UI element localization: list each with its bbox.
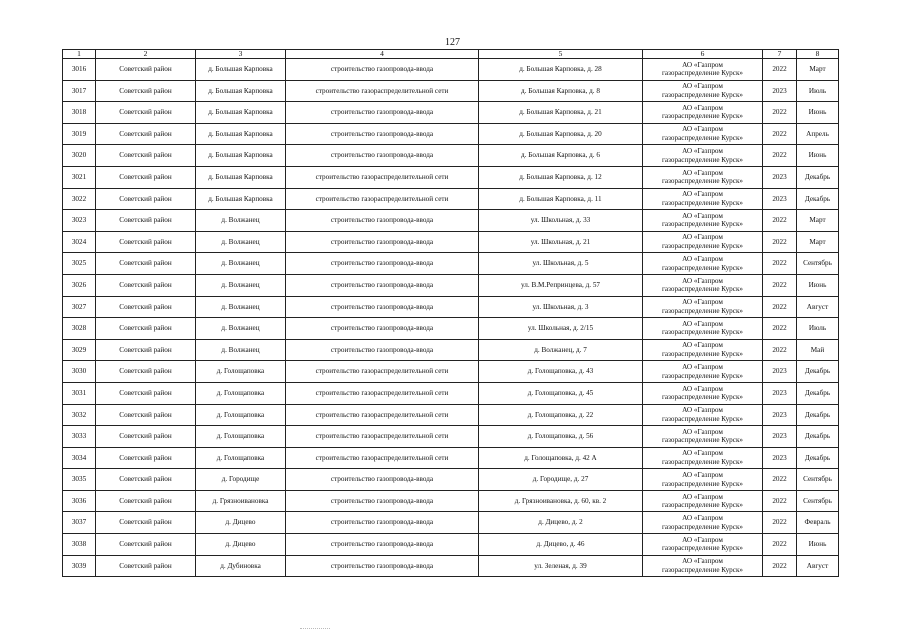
scan-artifact [300,628,330,629]
row-number: 3032 [63,404,96,426]
column-header: 4 [286,50,479,59]
address-cell: д. Большая Карповка, д. 20 [479,123,643,145]
month-cell: Декабрь [797,426,839,448]
organization-line2: газораспределение Курск» [661,220,744,229]
row-number: 3028 [63,318,96,340]
address-cell: д. Голощаповка, д. 43 [479,361,643,383]
work-type-cell: строительство газопровода-ввода [286,339,479,361]
organization-line1: АО «Газпром [682,557,723,566]
organization-line2: газораспределение Курск» [661,436,744,445]
organization-cell [643,102,763,124]
district-cell: Советский район [96,123,196,145]
organization-line2: газораспределение Курск» [661,198,744,207]
address-cell: ул. Школьная, д. 3 [479,296,643,318]
table-row [63,555,839,577]
work-type-cell: строительство газопровода-ввода [286,296,479,318]
organization-cell [643,404,763,426]
district-cell: Советский район [96,166,196,188]
district-cell: Советский район [96,490,196,512]
organization-cell [643,555,763,577]
organization-line1: АО «Газпром [682,255,723,264]
table-row [63,447,839,469]
district-cell: Советский район [96,318,196,340]
row-number: 3039 [63,555,96,577]
work-type-cell: строительство газопровода-ввода [286,102,479,124]
organization-cell [643,166,763,188]
row-number: 3026 [63,274,96,296]
address-cell: д. Волжанец, д. 7 [479,339,643,361]
month-cell: Июнь [797,102,839,124]
work-type-cell: строительство газораспределительной сети [286,404,479,426]
month-cell: Июнь [797,274,839,296]
column-header: 2 [96,50,196,59]
locality-cell: д. Большая Карповка [196,102,286,124]
column-header: 7 [763,50,797,59]
work-type-cell: строительство газопровода-ввода [286,512,479,534]
organization-line1: АО «Газпром [682,211,723,220]
table-row [63,166,839,188]
locality-cell: д. Голощаповка [196,404,286,426]
organization-line2: газораспределение Курск» [661,263,744,272]
address-cell: ул. Школьная, д. 21 [479,231,643,253]
organization-line2: газораспределение Курск» [661,306,744,315]
year-cell: 2022 [763,145,797,167]
row-number: 3038 [63,534,96,556]
address-cell: д. Дицево, д. 2 [479,512,643,534]
row-number: 3016 [63,59,96,81]
organization-line1: АО «Газпром [682,298,723,307]
row-number: 3034 [63,447,96,469]
address-cell: ул. Школьная, д. 5 [479,253,643,275]
district-cell: Советский район [96,512,196,534]
district-cell: Советский район [96,210,196,232]
district-cell: Советский район [96,102,196,124]
column-header: 1 [63,50,96,59]
organization-line1: АО «Газпром [682,168,723,177]
organization-cell [643,447,763,469]
district-cell: Советский район [96,404,196,426]
work-type-cell: строительство газораспределительной сети [286,447,479,469]
year-cell: 2022 [763,469,797,491]
month-cell: Декабрь [797,166,839,188]
year-cell: 2022 [763,296,797,318]
address-cell: д. Большая Карповка, д. 8 [479,80,643,102]
table-row [63,339,839,361]
district-cell: Советский район [96,339,196,361]
column-header: 6 [643,50,763,59]
organization-line1: АО «Газпром [682,60,723,69]
row-number: 3020 [63,145,96,167]
table-row [63,231,839,253]
address-cell: ул. В.М.Репринцева, д. 57 [479,274,643,296]
table-row [63,188,839,210]
year-cell: 2022 [763,59,797,81]
year-cell: 2023 [763,404,797,426]
row-number: 3025 [63,253,96,275]
organization-line2: газораспределение Курск» [661,371,744,380]
table-row [63,318,839,340]
locality-cell: д. Большая Карповка [196,123,286,145]
work-type-cell: строительство газопровода-ввода [286,231,479,253]
year-cell: 2023 [763,80,797,102]
organization-cell [643,145,763,167]
address-cell: ул. Школьная, д. 2/15 [479,318,643,340]
district-cell: Советский район [96,296,196,318]
work-type-cell: строительство газопровода-ввода [286,490,479,512]
district-cell: Советский район [96,555,196,577]
organization-cell [643,534,763,556]
month-cell: Июнь [797,534,839,556]
row-number: 3017 [63,80,96,102]
table-row [63,145,839,167]
data-table [62,49,839,577]
month-cell: Март [797,231,839,253]
work-type-cell: строительство газораспределительной сети [286,426,479,448]
table-row [63,426,839,448]
year-cell: 2022 [763,555,797,577]
organization-cell [643,490,763,512]
row-number: 3027 [63,296,96,318]
year-cell: 2022 [763,534,797,556]
table-row [63,210,839,232]
organization-cell [643,80,763,102]
year-cell: 2023 [763,426,797,448]
month-cell: Декабрь [797,447,839,469]
year-cell: 2022 [763,210,797,232]
address-cell: ул. Школьная, д. 33 [479,210,643,232]
organization-line2: газораспределение Курск» [661,479,744,488]
organization-line2: газораспределение Курск» [661,414,744,423]
organization-cell [643,210,763,232]
month-cell: Август [797,296,839,318]
work-type-cell: строительство газопровода-ввода [286,469,479,491]
address-cell: д. Большая Карповка, д. 28 [479,59,643,81]
organization-line2: газораспределение Курск» [661,285,744,294]
organization-line1: АО «Газпром [682,406,723,415]
work-type-cell: строительство газопровода-ввода [286,274,479,296]
page-number: 127 [445,37,460,48]
organization-line2: газораспределение Курск» [661,90,744,99]
organization-line1: АО «Газпром [682,233,723,242]
year-cell: 2022 [763,490,797,512]
organization-line2: газораспределение Курск» [661,501,744,510]
year-cell: 2023 [763,361,797,383]
month-cell: Апрель [797,123,839,145]
address-cell: д. Голощаповка, д. 56 [479,426,643,448]
table-row [63,512,839,534]
locality-cell: д. Большая Карповка [196,166,286,188]
address-cell: ул. Зеленая, д. 39 [479,555,643,577]
locality-cell: д. Волжанец [196,318,286,340]
table-row [63,80,839,102]
district-cell: Советский район [96,447,196,469]
organization-line2: газораспределение Курск» [661,457,744,466]
locality-cell: д. Волжанец [196,253,286,275]
district-cell: Советский район [96,426,196,448]
locality-cell: д. Голощаповка [196,426,286,448]
locality-cell: д. Волжанец [196,296,286,318]
organization-line2: газораспределение Курск» [661,522,744,531]
table-row [63,382,839,404]
organization-line2: газораспределение Курск» [661,112,744,121]
organization-line1: АО «Газпром [682,470,723,479]
organization-cell [643,382,763,404]
month-cell: Июль [797,80,839,102]
locality-cell: д. Волжанец [196,210,286,232]
district-cell: Советский район [96,361,196,383]
district-cell: Советский район [96,188,196,210]
organization-cell [643,361,763,383]
row-number: 3037 [63,512,96,534]
organization-cell [643,274,763,296]
organization-cell [643,296,763,318]
organization-cell [643,426,763,448]
month-cell: Сентябрь [797,253,839,275]
row-number: 3018 [63,102,96,124]
district-cell: Советский район [96,534,196,556]
year-cell: 2022 [763,231,797,253]
address-cell: д. Городище, д. 27 [479,469,643,491]
month-cell: Сентябрь [797,469,839,491]
table-row [63,534,839,556]
organization-line2: газораспределение Курск» [661,565,744,574]
work-type-cell: строительство газопровода-ввода [286,253,479,275]
work-type-cell: строительство газопровода-ввода [286,210,479,232]
row-number: 3035 [63,469,96,491]
table-row [63,490,839,512]
year-cell: 2023 [763,188,797,210]
locality-cell: д. Дицево [196,534,286,556]
district-cell: Советский район [96,59,196,81]
year-cell: 2022 [763,318,797,340]
year-cell: 2022 [763,339,797,361]
organization-line2: газораспределение Курск» [661,69,744,78]
district-cell: Советский район [96,145,196,167]
organization-line1: АО «Газпром [682,147,723,156]
year-cell: 2022 [763,102,797,124]
table-row [63,253,839,275]
organization-line2: газораспределение Курск» [661,544,744,553]
organization-line1: АО «Газпром [682,535,723,544]
work-type-cell: строительство газопровода-ввода [286,59,479,81]
locality-cell: д. Волжанец [196,231,286,253]
row-number: 3030 [63,361,96,383]
row-number: 3019 [63,123,96,145]
table-row [63,274,839,296]
organization-line2: газораспределение Курск» [661,134,744,143]
organization-cell [643,469,763,491]
locality-cell: д. Волжанец [196,274,286,296]
month-cell: Декабрь [797,404,839,426]
work-type-cell: строительство газораспределительной сети [286,382,479,404]
column-header: 5 [479,50,643,59]
address-cell: д. Дицево, д. 46 [479,534,643,556]
address-cell: д. Грязноивановка, д. 60, кв. 2 [479,490,643,512]
month-cell: Сентябрь [797,490,839,512]
address-cell: д. Голощаповка, д. 42 А [479,447,643,469]
header-row [63,50,839,59]
table-row [63,404,839,426]
locality-cell: д. Дубиновка [196,555,286,577]
month-cell: Май [797,339,839,361]
row-number: 3036 [63,490,96,512]
work-type-cell: строительство газопровода-ввода [286,145,479,167]
locality-cell: д. Волжанец [196,339,286,361]
column-header: 8 [797,50,839,59]
organization-line2: газораспределение Курск» [661,242,744,251]
locality-cell: д. Большая Карповка [196,80,286,102]
table-row [63,59,839,81]
organization-line1: АО «Газпром [682,82,723,91]
year-cell: 2023 [763,382,797,404]
organization-line2: газораспределение Курск» [661,177,744,186]
year-cell: 2022 [763,512,797,534]
district-cell: Советский район [96,231,196,253]
organization-line1: АО «Газпром [682,125,723,134]
district-cell: Советский район [96,274,196,296]
month-cell: Февраль [797,512,839,534]
organization-cell [643,253,763,275]
organization-line1: АО «Газпром [682,449,723,458]
locality-cell: д. Большая Карповка [196,59,286,81]
organization-line1: АО «Газпром [682,427,723,436]
work-type-cell: строительство газопровода-ввода [286,318,479,340]
locality-cell: д. Дицево [196,512,286,534]
month-cell: Декабрь [797,382,839,404]
row-number: 3031 [63,382,96,404]
address-cell: д. Голощаповка, д. 22 [479,404,643,426]
district-cell: Советский район [96,253,196,275]
row-number: 3033 [63,426,96,448]
month-cell: Июль [797,318,839,340]
column-header: 3 [196,50,286,59]
month-cell: Декабрь [797,188,839,210]
locality-cell: д. Голощаповка [196,361,286,383]
organization-cell [643,188,763,210]
locality-cell: д. Большая Карповка [196,188,286,210]
work-type-cell: строительство газопровода-ввода [286,534,479,556]
organization-line1: АО «Газпром [682,341,723,350]
organization-line2: газораспределение Курск» [661,350,744,359]
row-number: 3024 [63,231,96,253]
organization-cell [643,123,763,145]
year-cell: 2023 [763,166,797,188]
table-row [63,123,839,145]
organization-line1: АО «Газпром [682,514,723,523]
organization-cell [643,318,763,340]
organization-line2: газораспределение Курск» [661,393,744,402]
address-cell: д. Большая Карповка, д. 21 [479,102,643,124]
organization-cell [643,231,763,253]
address-cell: д. Голощаповка, д. 45 [479,382,643,404]
work-type-cell: строительство газораспределительной сети [286,80,479,102]
row-number: 3023 [63,210,96,232]
row-number: 3029 [63,339,96,361]
year-cell: 2023 [763,447,797,469]
work-type-cell: строительство газораспределительной сети [286,188,479,210]
organization-cell [643,59,763,81]
row-number: 3021 [63,166,96,188]
district-cell: Советский район [96,382,196,404]
address-cell: д. Большая Карповка, д. 11 [479,188,643,210]
row-number: 3022 [63,188,96,210]
organization-line1: АО «Газпром [682,384,723,393]
locality-cell: д. Городище [196,469,286,491]
organization-cell [643,512,763,534]
locality-cell: д. Голощаповка [196,447,286,469]
locality-cell: д. Грязноивановка [196,490,286,512]
year-cell: 2022 [763,253,797,275]
work-type-cell: строительство газораспределительной сети [286,361,479,383]
month-cell: Август [797,555,839,577]
organization-line1: АО «Газпром [682,492,723,501]
organization-line1: АО «Газпром [682,363,723,372]
organization-line1: АО «Газпром [682,103,723,112]
organization-line1: АО «Газпром [682,319,723,328]
table-row [63,361,839,383]
organization-line2: газораспределение Курск» [661,328,744,337]
address-cell: д. Большая Карповка, д. 12 [479,166,643,188]
work-type-cell: строительство газопровода-ввода [286,123,479,145]
organization-line2: газораспределение Курск» [661,155,744,164]
work-type-cell: строительство газопровода-ввода [286,555,479,577]
month-cell: Март [797,210,839,232]
address-cell: д. Большая Карповка, д. 6 [479,145,643,167]
table-row [63,102,839,124]
work-type-cell: строительство газораспределительной сети [286,166,479,188]
month-cell: Март [797,59,839,81]
month-cell: Декабрь [797,361,839,383]
year-cell: 2022 [763,274,797,296]
table-row [63,469,839,491]
year-cell: 2022 [763,123,797,145]
organization-line1: АО «Газпром [682,276,723,285]
organization-line1: АО «Газпром [682,190,723,199]
locality-cell: д. Большая Карповка [196,145,286,167]
month-cell: Июнь [797,145,839,167]
organization-cell [643,339,763,361]
table-row [63,296,839,318]
district-cell: Советский район [96,469,196,491]
district-cell: Советский район [96,80,196,102]
locality-cell: д. Голощаповка [196,382,286,404]
